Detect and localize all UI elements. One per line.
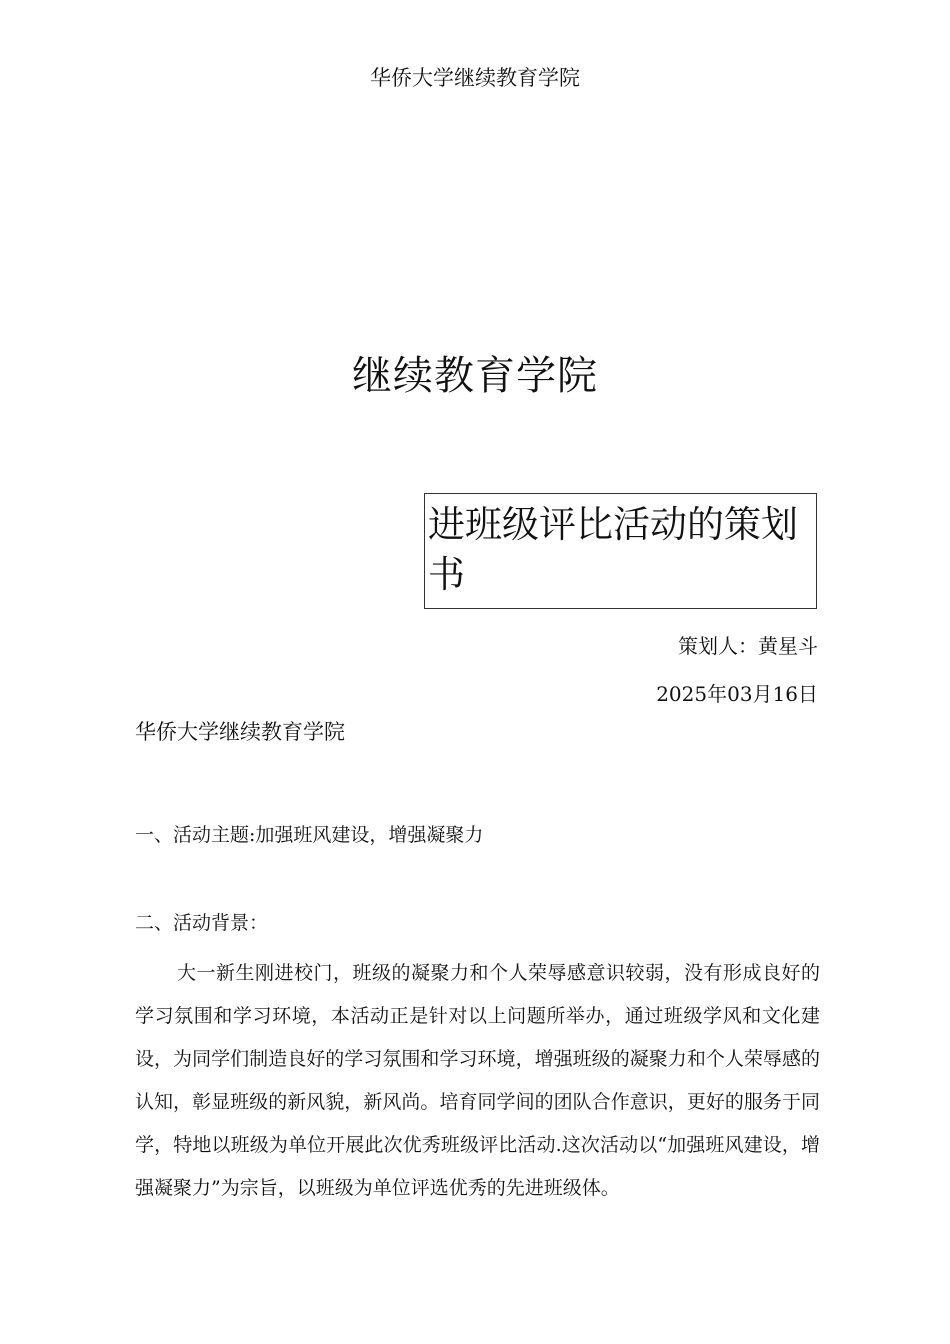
page-header: 华侨大学继续教育学院 bbox=[370, 66, 580, 90]
organization-name: 华侨大学继续教育学院 bbox=[135, 720, 345, 744]
planner-line: 策划人：黄星斗 bbox=[678, 634, 818, 658]
background-paragraph: 大一新生刚进校门，班级的凝聚力和个人荣辱感意识较弱，没有形成良好的学习氛围和学习环境，本活动正是针对以上问题所举办，通过班级学风和文化建设，为同学们制造良好的学习氛围和学习环境，增强班级的凝聚力和个人荣辱感的认知，彰显班级的新风貌，新风尚。培育同学间的团队合作意识，更好的服务于同学，特地以班级为单位开展此次优秀班级评比活动.这次活动以“加强班风建设，增强凝聚力”为宗旨，以班级为单位评选优秀的先进班级体。 bbox=[135, 962, 820, 1199]
college-title: 继续教育学院 bbox=[352, 353, 598, 399]
plan-date: 2025年03月16日 bbox=[656, 682, 818, 706]
plan-title-box bbox=[424, 493, 817, 609]
section-theme: 一、活动主题:加强班风建设，增强凝聚力 bbox=[135, 824, 484, 846]
section-background-heading: 二、活动背景： bbox=[135, 912, 269, 934]
plan-title: 进班级评比活动的策划书 bbox=[428, 503, 798, 596]
